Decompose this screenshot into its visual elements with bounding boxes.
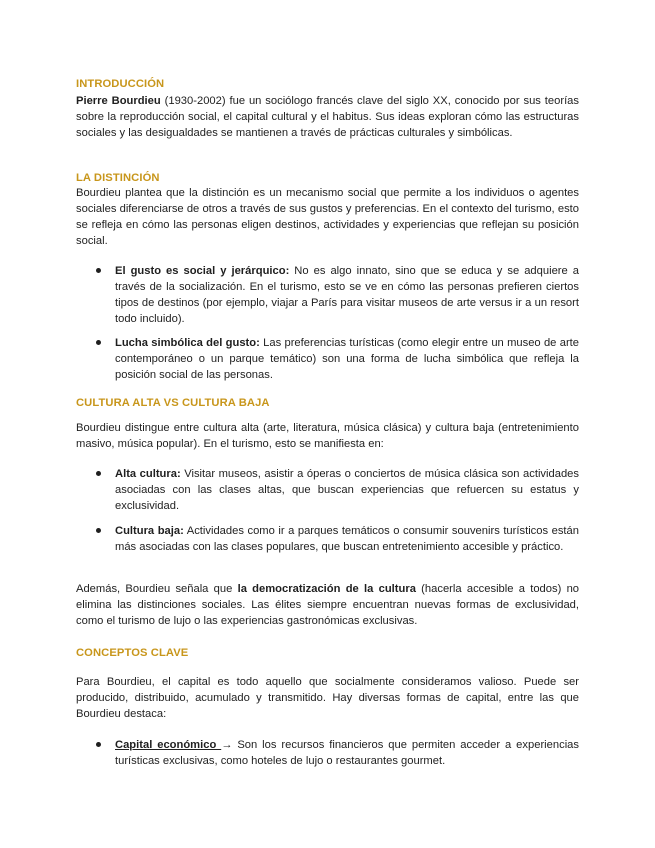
list-item-term: Capital económico <box>115 739 222 751</box>
list-item-desc: Las preferencias turísticas (como elegir entre un museo de arte contemporáneo o un parque temático) son una forma de lucha simbólica que refleja la posición social de las personas. <box>115 337 579 381</box>
closing-text-start: Además, Bourdieu señala que <box>76 583 238 595</box>
list-item-desc: → Son los recursos financieros que permiten acceder a experiencias turísticas exclusivas, como hoteles de lujo o restaurantes gourmet. <box>115 739 579 767</box>
list-item-term: El gusto es social y jerárquico: <box>115 265 290 277</box>
list-item-desc: No es algo innato, sino que se educa y se adquiere a través de la socialización. En el turismo, esto se ve en cómo las personas prefieren ciertos tipos de destinos (por ejemplo, viajar a París para visitar museos de arte versus ir a un resort todo incluido). <box>115 265 579 325</box>
list-item-text <box>115 737 579 769</box>
bullet-icon <box>96 471 101 476</box>
bullet-icon <box>96 528 101 533</box>
closing-emphasis: la democratización de la cultura <box>237 583 416 595</box>
list-item-desc: Actividades como ir a parques temáticos o consumir souvenirs turísticos están más asociadas con las clases populares, que buscan entretenimiento accesible y práctico. <box>115 525 579 553</box>
cultura-closing-paragraph <box>76 581 579 629</box>
section-heading-intro: INTRODUCCIÓN <box>76 78 165 90</box>
list-item-text <box>115 523 579 555</box>
bullet-icon <box>96 340 101 345</box>
distincion-paragraph: Bourdieu plantea que la distinción es un mecanismo social que permite a los individuos o agentes sociales diferenciarse de otros a través de sus gustos y preferencias. En el contexto del turismo, esto se refleja en cómo las personas eligen destinos, actividades y experiencias que reflejan su posición social. <box>76 187 579 247</box>
section-heading-distincion: LA DISTINCIÓN <box>76 172 160 184</box>
list-item-text <box>115 335 579 383</box>
list-item-text <box>115 466 579 514</box>
bullet-icon <box>96 268 101 273</box>
list-item-term: Cultura baja: <box>115 525 184 537</box>
cultura-paragraph: Bourdieu distingue entre cultura alta (arte, literatura, música clásica) y cultura baja (entretenimiento masivo, música popular). En el turismo, esto se manifiesta en: <box>76 422 579 450</box>
intro-text: (1930-2002) fue un sociólogo francés clave del siglo XX, conocido por sus teorías sobre la reproducción social, el capital cultural y el habitus. Sus ideas exploran cómo las estructuras sociales y las desigualdades se mantienen a través de prácticas culturales y simbólicas. <box>76 95 579 139</box>
list-item-text <box>115 263 579 327</box>
bullet-icon <box>96 742 101 747</box>
list-item-term: Lucha simbólica del gusto: <box>115 337 260 349</box>
closing-text-end: (hacerla accesible a todos) no elimina las distinciones sociales. Las élites siempre encuentran nuevas formas de exclusividad, como el turismo de lujo o las experiencias gastronómicas exclusivas. <box>76 583 580 627</box>
section-heading-cultura: CULTURA ALTA VS CULTURA BAJA <box>76 397 270 409</box>
author-name: Pierre Bourdieu <box>76 95 161 107</box>
list-item-desc: Visitar museos, asistir a óperas o conciertos de música clásica son actividades asociadas con las clases altas, que buscan experiencias que refuercen su estatus y exclusividad. <box>115 468 579 512</box>
conceptos-paragraph: Para Bourdieu, el capital es todo aquello que socialmente consideramos valioso. Puede ser producido, distribuido, acumulado y transmitido. Hay diversas formas de capital, entre las que Bourdieu destaca: <box>76 676 579 720</box>
intro-paragraph <box>76 93 579 141</box>
section-heading-conceptos: CONCEPTOS CLAVE <box>76 647 189 659</box>
list-item-term: Alta cultura: <box>115 468 181 480</box>
